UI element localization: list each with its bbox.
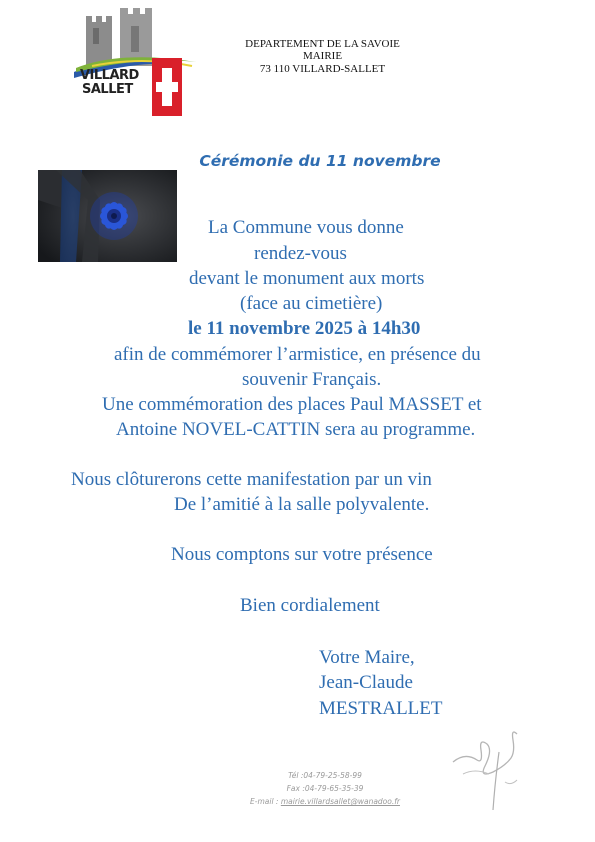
handwritten-signature (445, 722, 530, 817)
invitation-line: Une commémoration des places Paul MASSET et (102, 394, 482, 415)
signature-last-name: MESTRALLET (319, 698, 443, 719)
header-mairie: MAIRIE (302, 50, 343, 62)
invitation-line: La Commune vous donne (208, 217, 404, 238)
closing-line: Bien cordialement (240, 595, 380, 616)
header-address: 73 110 VILLARD-SALLET (259, 63, 386, 75)
invitation-line: (face au cimetière) (240, 293, 383, 314)
header-department: DEPARTEMENT DE LA SAVOIE (245, 38, 400, 50)
signature-role: Votre Maire, (319, 647, 415, 668)
invitation-line: Nous comptons sur votre présence (171, 544, 433, 565)
invitation-line: devant le monument aux morts (189, 268, 425, 289)
page-title: Cérémonie du 11 novembre (199, 152, 441, 170)
contact-email-link[interactable]: mairie.villardsallet@wanadoo.fr (280, 797, 400, 806)
logo-graphic (72, 6, 202, 122)
cornflower-photo (38, 170, 177, 262)
invitation-line: souvenir Français. (242, 369, 382, 390)
invitation-line: Antoine NOVEL-CATTIN sera au programme. (116, 419, 476, 440)
logo-text-top: VILLARD (80, 68, 139, 83)
invitation-line: De l’amitié à la salle polyvalente. (174, 494, 430, 515)
contact-email-label: E-mail : (250, 797, 281, 806)
invitation-line: afin de commémorer l’armistice, en présence du (114, 344, 481, 365)
village-logo (72, 6, 202, 122)
contact-fax: Fax :04-79-65-35-39 (286, 784, 364, 793)
ceremony-date: le 11 novembre 2025 à 14h30 (188, 318, 421, 339)
invitation-line: Nous clôturerons cette manifestation par un vin (71, 469, 432, 490)
invitation-line: rendez-vous (254, 243, 347, 264)
logo-text-bottom: SALLET (82, 82, 133, 97)
contact-phone: Tél :04-79-25-58-99 (288, 771, 362, 780)
signature-first-name: Jean-Claude (319, 672, 413, 693)
contact-email-line (235, 796, 415, 808)
